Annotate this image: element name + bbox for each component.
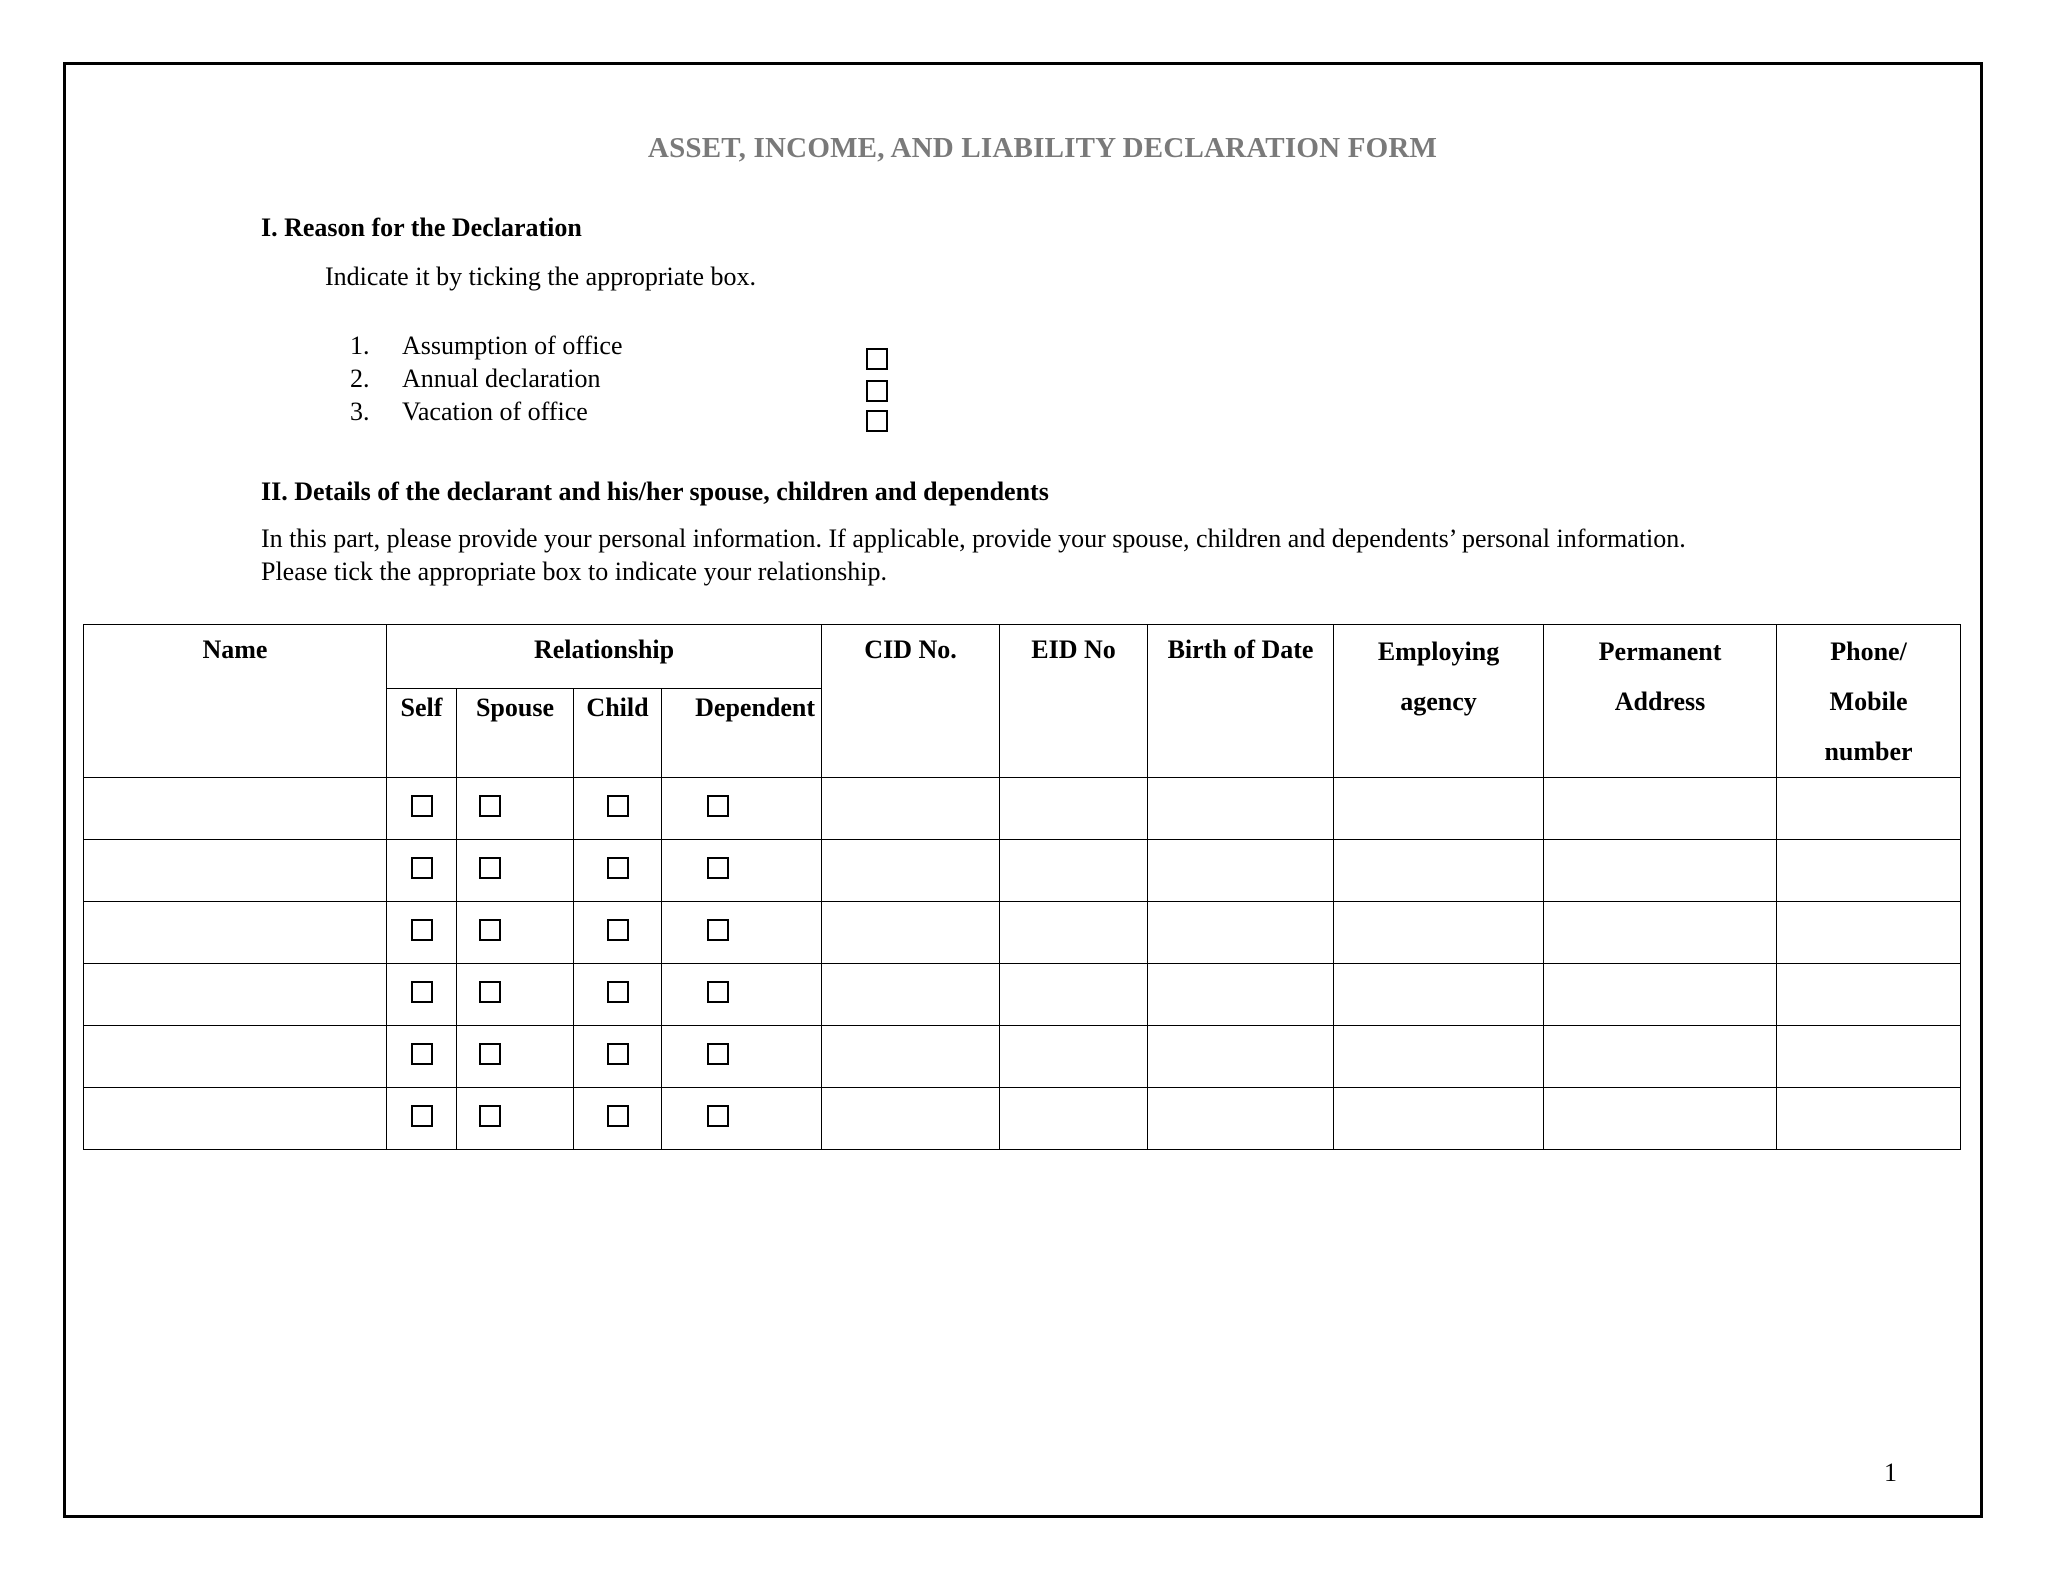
employing-agency-cell[interactable] bbox=[1334, 1088, 1544, 1150]
dependent-checkbox[interactable] bbox=[707, 1043, 729, 1065]
header-birth-date: Birth of Date bbox=[1148, 625, 1334, 778]
spouse-cell bbox=[457, 964, 574, 1026]
permanent-address-cell[interactable] bbox=[1544, 840, 1777, 902]
cid-cell[interactable] bbox=[822, 902, 1000, 964]
reason-number: 3. bbox=[350, 397, 370, 426]
header-address-line-2: Address bbox=[1614, 687, 1706, 716]
section-1-instruction: Indicate it by ticking the appropriate box. bbox=[325, 262, 757, 291]
phone-cell[interactable] bbox=[1777, 902, 1961, 964]
annual-declaration-checkbox[interactable] bbox=[866, 380, 888, 402]
header-spouse: Spouse bbox=[457, 688, 574, 777]
form-title: ASSET, INCOME, AND LIABILITY DECLARATION FORM bbox=[647, 132, 1438, 164]
eid-cell[interactable] bbox=[1000, 1026, 1148, 1088]
table-row bbox=[84, 778, 1961, 840]
phone-cell[interactable] bbox=[1777, 964, 1961, 1026]
dependent-checkbox[interactable] bbox=[707, 857, 729, 879]
section-2-instruction-line-2: Please tick the appropriate box to indicate your relationship. bbox=[261, 557, 887, 586]
permanent-address-cell[interactable] bbox=[1544, 964, 1777, 1026]
self-checkbox[interactable] bbox=[411, 1043, 433, 1065]
self-cell bbox=[387, 840, 457, 902]
header-relationship: Relationship bbox=[387, 625, 822, 689]
self-cell bbox=[387, 778, 457, 840]
section-2-instruction-line-1: In this part, please provide your personal information. If applicable, provide your spouse, children and dependents’ personal information. bbox=[261, 524, 1686, 553]
section-2-heading: II. Details of the declarant and his/her spouse, children and dependents bbox=[261, 477, 1049, 506]
spouse-cell bbox=[457, 1088, 574, 1150]
employing-agency-cell[interactable] bbox=[1334, 902, 1544, 964]
cid-cell[interactable] bbox=[822, 1026, 1000, 1088]
child-checkbox[interactable] bbox=[607, 1105, 629, 1127]
reason-item-assumption bbox=[350, 329, 623, 362]
header-self: Self bbox=[387, 688, 457, 777]
table-row bbox=[84, 1026, 1961, 1088]
employing-agency-cell[interactable] bbox=[1334, 778, 1544, 840]
birth-date-cell[interactable] bbox=[1148, 778, 1334, 840]
employing-agency-cell[interactable] bbox=[1334, 1026, 1544, 1088]
child-checkbox[interactable] bbox=[607, 795, 629, 817]
spouse-checkbox[interactable] bbox=[479, 857, 501, 879]
header-address-line-1: Permanent bbox=[1598, 637, 1722, 666]
self-cell bbox=[387, 902, 457, 964]
spouse-cell bbox=[457, 902, 574, 964]
self-cell bbox=[387, 1088, 457, 1150]
permanent-address-cell[interactable] bbox=[1544, 1026, 1777, 1088]
permanent-address-cell[interactable] bbox=[1544, 778, 1777, 840]
phone-cell[interactable] bbox=[1777, 1088, 1961, 1150]
eid-cell[interactable] bbox=[1000, 902, 1148, 964]
header-employing-line-2: agency bbox=[1400, 687, 1477, 716]
spouse-cell bbox=[457, 778, 574, 840]
self-checkbox[interactable] bbox=[411, 1105, 433, 1127]
spouse-checkbox[interactable] bbox=[479, 795, 501, 817]
spouse-checkbox[interactable] bbox=[479, 1105, 501, 1127]
child-cell bbox=[574, 1026, 662, 1088]
employing-agency-cell[interactable] bbox=[1334, 964, 1544, 1026]
name-cell[interactable] bbox=[84, 778, 387, 840]
child-cell bbox=[574, 964, 662, 1026]
child-cell bbox=[574, 902, 662, 964]
child-checkbox[interactable] bbox=[607, 981, 629, 1003]
dependent-cell bbox=[662, 778, 822, 840]
phone-cell[interactable] bbox=[1777, 1026, 1961, 1088]
spouse-cell bbox=[457, 840, 574, 902]
cid-cell[interactable] bbox=[822, 840, 1000, 902]
dependent-cell bbox=[662, 1026, 822, 1088]
table-header-row bbox=[84, 625, 1961, 689]
section-1-heading: I. Reason for the Declaration bbox=[261, 213, 582, 242]
name-cell[interactable] bbox=[84, 902, 387, 964]
header-phone-line-1: Phone/ bbox=[1830, 637, 1907, 666]
child-cell bbox=[574, 1088, 662, 1150]
dependent-cell bbox=[662, 964, 822, 1026]
self-cell bbox=[387, 964, 457, 1026]
table-row bbox=[84, 964, 1961, 1026]
child-cell bbox=[574, 778, 662, 840]
reason-list bbox=[350, 329, 623, 428]
header-permanent-address bbox=[1544, 625, 1777, 778]
header-employing-line-1: Employing bbox=[1377, 637, 1500, 666]
dependent-checkbox[interactable] bbox=[707, 1105, 729, 1127]
cid-cell[interactable] bbox=[822, 1088, 1000, 1150]
name-cell[interactable] bbox=[84, 1026, 387, 1088]
header-name: Name bbox=[84, 625, 387, 778]
dependent-checkbox[interactable] bbox=[707, 981, 729, 1003]
reason-label: Vacation of office bbox=[402, 397, 588, 426]
permanent-address-cell[interactable] bbox=[1544, 1088, 1777, 1150]
eid-cell[interactable] bbox=[1000, 778, 1148, 840]
permanent-address-cell[interactable] bbox=[1544, 902, 1777, 964]
self-cell bbox=[387, 1026, 457, 1088]
birth-date-cell[interactable] bbox=[1148, 1026, 1334, 1088]
header-dependent: Dependent bbox=[662, 688, 822, 777]
name-cell[interactable] bbox=[84, 1088, 387, 1150]
table-row bbox=[84, 1088, 1961, 1150]
spouse-cell bbox=[457, 1026, 574, 1088]
eid-cell[interactable] bbox=[1000, 1088, 1148, 1150]
table-row bbox=[84, 840, 1961, 902]
birth-date-cell[interactable] bbox=[1148, 964, 1334, 1026]
dependent-checkbox[interactable] bbox=[707, 919, 729, 941]
spouse-checkbox[interactable] bbox=[479, 981, 501, 1003]
header-phone-line-3: number bbox=[1824, 737, 1913, 766]
eid-cell[interactable] bbox=[1000, 964, 1148, 1026]
phone-cell[interactable] bbox=[1777, 778, 1961, 840]
header-child: Child bbox=[574, 688, 662, 777]
reason-number: 1. bbox=[350, 331, 370, 360]
child-cell bbox=[574, 840, 662, 902]
birth-date-cell[interactable] bbox=[1148, 840, 1334, 902]
birth-date-cell[interactable] bbox=[1148, 902, 1334, 964]
spouse-checkbox[interactable] bbox=[479, 919, 501, 941]
employing-agency-cell[interactable] bbox=[1334, 840, 1544, 902]
header-phone-mobile bbox=[1777, 625, 1961, 778]
reason-number: 2. bbox=[350, 364, 370, 393]
dependent-cell bbox=[662, 1088, 822, 1150]
reason-label: Assumption of office bbox=[402, 331, 623, 360]
phone-cell[interactable] bbox=[1777, 840, 1961, 902]
child-checkbox[interactable] bbox=[607, 919, 629, 941]
assumption-checkbox[interactable] bbox=[866, 348, 888, 370]
dependent-cell bbox=[662, 902, 822, 964]
reason-item-annual bbox=[350, 362, 623, 395]
header-cid: CID No. bbox=[822, 625, 1000, 778]
header-eid: EID No bbox=[1000, 625, 1148, 778]
reason-item-vacation bbox=[350, 395, 623, 428]
header-employing-agency bbox=[1334, 625, 1544, 778]
cid-cell[interactable] bbox=[822, 778, 1000, 840]
birth-date-cell[interactable] bbox=[1148, 1088, 1334, 1150]
child-checkbox[interactable] bbox=[607, 1043, 629, 1065]
child-checkbox[interactable] bbox=[607, 857, 629, 879]
table-row bbox=[84, 902, 1961, 964]
name-cell[interactable] bbox=[84, 964, 387, 1026]
dependent-cell bbox=[662, 840, 822, 902]
dependent-checkbox[interactable] bbox=[707, 795, 729, 817]
vacation-checkbox[interactable] bbox=[866, 410, 888, 432]
self-checkbox[interactable] bbox=[411, 981, 433, 1003]
cid-cell[interactable] bbox=[822, 964, 1000, 1026]
header-phone-line-2: Mobile bbox=[1829, 687, 1908, 716]
reason-label: Annual declaration bbox=[402, 364, 601, 393]
page-number: 1 bbox=[1884, 1458, 1897, 1487]
self-checkbox[interactable] bbox=[411, 857, 433, 879]
spouse-checkbox[interactable] bbox=[479, 1043, 501, 1065]
self-checkbox[interactable] bbox=[411, 919, 433, 941]
declarant-table bbox=[83, 624, 1961, 1150]
name-cell[interactable] bbox=[84, 840, 387, 902]
self-checkbox[interactable] bbox=[411, 795, 433, 817]
eid-cell[interactable] bbox=[1000, 840, 1148, 902]
